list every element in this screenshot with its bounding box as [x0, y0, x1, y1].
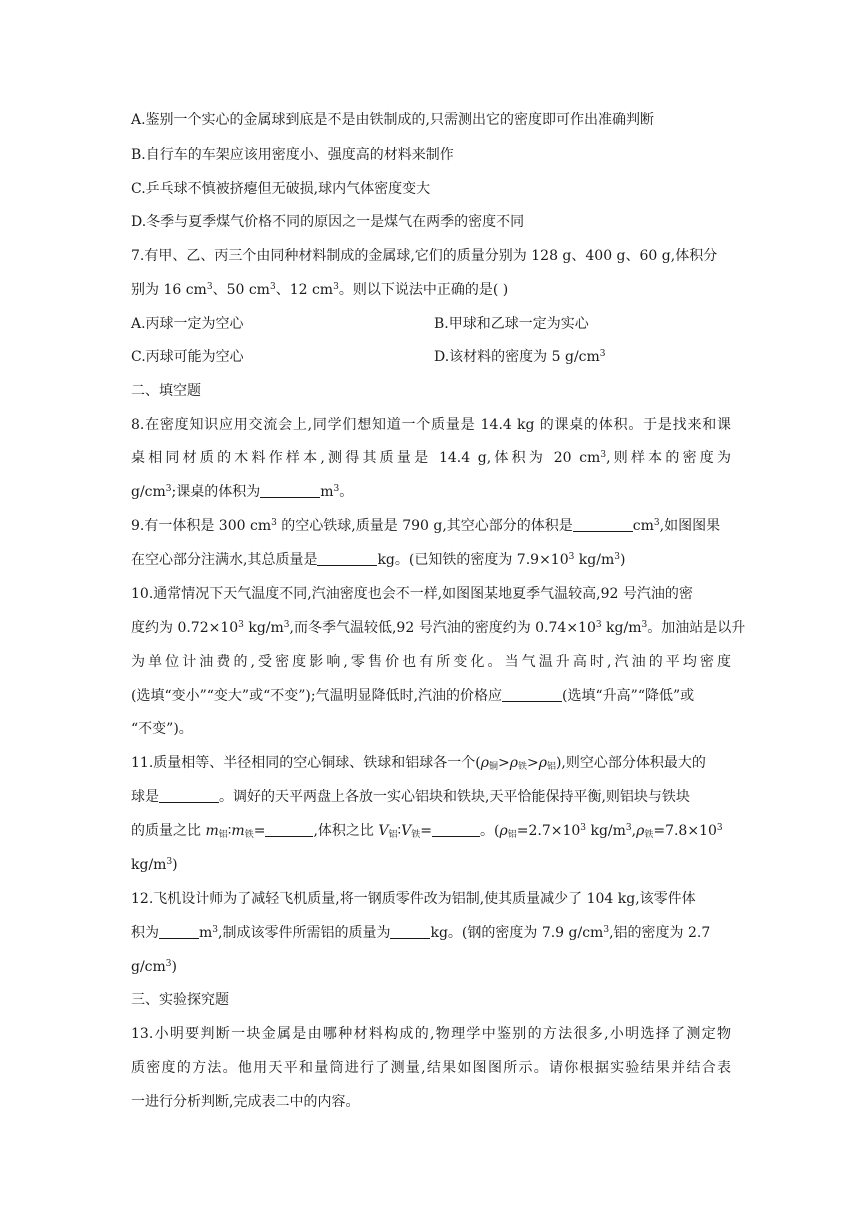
q9-stem-line1: 9.有一体积是 300 $cm^3$ 的空心铁球,质量是 790 g,其空心部分的体积是 $cm^3$,如图图果 [131, 518, 721, 534]
q8-stem-line1: 8.在密度知识应用交流会上,同学们想知道一个质量是 14.4 kg 的课桌的体积。于是找来和课 [131, 417, 731, 433]
q12-answer-blank-2[interactable] [390, 924, 430, 939]
q9-answer-blank-1[interactable] [573, 517, 633, 532]
q7-option-c: C.丙球可能为空心 [131, 349, 244, 365]
q11-stem-line2: 球是 。调好的天平两盘上各放一实心铝块和铁块,天平恰能保持平衡,则铝块与铁块 [131, 789, 690, 805]
q12-stem-line2: 积为 $m^3$,制成该零件所需铝的质量为 kg。(钢的密度为 7.9 $g/cm^3$,铝的密度为 2.7 [131, 925, 711, 941]
q11-answer-blank-1[interactable] [159, 788, 219, 803]
q8-answer-blank[interactable] [260, 483, 320, 498]
q10-stem-line2: 度约为 $0.72\times 10^3$ $kg/m^3$,而冬季气温较低,92 号汽油的密度约为 $0.74\times 10^3$ $kg/m^3$。加油站是以升 [131, 620, 746, 636]
q12-stem-line3: $g/cm^3$) [131, 959, 177, 975]
q6-option-a: A.鉴别一个实心的金属球到底是不是由铁制成的,只需测出它的密度即可作出准确判断 [131, 112, 655, 128]
q13-stem-line2: 质密度的方法。他用天平和量筒进行了测量,结果如图图所示。请你根据实验结果并结合表 [131, 1060, 731, 1076]
q7-option-b: B.甲球和乙球一定为实心 [434, 316, 589, 332]
q11-answer-blank-2[interactable] [265, 822, 313, 837]
q13-stem-line1: 13.小明要判断一块金属是由哪种材料构成的,物理学中鉴别的方法很多,小明选择了测定物 [131, 1026, 731, 1042]
q11-stem-line4: $kg/m^3$) [131, 857, 178, 873]
q10-stem-line5: “不变”)。 [131, 721, 193, 737]
q12-answer-blank-1[interactable] [159, 924, 199, 939]
q7-option-a: A.丙球一定为空心 [131, 316, 244, 332]
q11-answer-blank-3[interactable] [432, 822, 480, 837]
q8-stem-line3: $g/cm^3$;课桌的体积为 $m^3$。 [131, 484, 354, 500]
q7-stem-line2: 别为 16 $cm^3$、50 $cm^3$、12 $cm^3$。则以下说法中正确的是( ) [131, 282, 509, 298]
q6-option-b: B.自行车的车架应该用密度小、强度高的材料来制作 [131, 147, 454, 163]
q9-answer-blank-2[interactable] [317, 551, 377, 566]
q10-answer-blank[interactable] [502, 687, 562, 702]
q11-stem-line3: 的质量之比 $m_铝∶m_铁=$ ,体积之比 $V_铝∶V_铁=$ 。($\rho_铝=2.7\times 10^3$ $kg/m^3,\rho_铁=7.8\times 10^3$ [131, 823, 723, 840]
q12-stem-line1: 12.飞机设计师为了减轻飞机质量,将一钢质零件改为铝制,使其质量减少了 104 kg,该零件体 [131, 891, 696, 907]
q7-option-d: D.该材料的密度为 5 $g/cm^3$ [434, 349, 606, 365]
section-heading-fill-in: 二、填空题 [131, 383, 201, 399]
q6-option-c: C.乒乓球不慎被挤瘪但无破损,球内气体密度变大 [131, 181, 431, 197]
q13-stem-line3: 一进行分析判断,完成表二中的内容。 [131, 1094, 360, 1110]
q11-stem-line1: 11.质量相等、半径相同的空心铜球、铁球和铝球各一个$(\rho_铜>\rho_铁>\rho_铝)$,则空心部分体积最大的 [131, 755, 706, 772]
q10-stem-line1: 10.通常情况下天气温度不同,汽油密度也会不一样,如图图某地夏季气温较高,92 号汽油的密 [131, 586, 693, 602]
q10-stem-line3: 为单位计油费的,受密度影响,零售价也有所变化。当气温升高时,汽油的平均密度 [131, 654, 731, 670]
section-heading-experiment: 三、实验探究题 [131, 992, 229, 1008]
q6-option-d: D.冬季与夏季煤气价格不同的原因之一是煤气在两季的密度不同 [131, 214, 525, 230]
q7-stem-line1: 7.有甲、乙、丙三个由同种材料制成的金属球,它们的质量分别为 128 g、400 g、60 g,体积分 [131, 248, 718, 264]
q8-stem-line2: 桌相同材质的木料作样本,测得其质量是 14.4 g,体积为 20 $cm^3$,则样本的密度为 [131, 450, 732, 466]
q9-stem-line2: 在空心部分注满水,其总质量是 kg。(已知铁的密度为 $7.9\times 10^3$ $kg/m^3$) [131, 552, 626, 568]
q10-stem-line4: (选填“变小”“变大”或“不变”);气温明显降低时,汽油的价格应 (选填“升高”“降低”或 [131, 688, 695, 704]
